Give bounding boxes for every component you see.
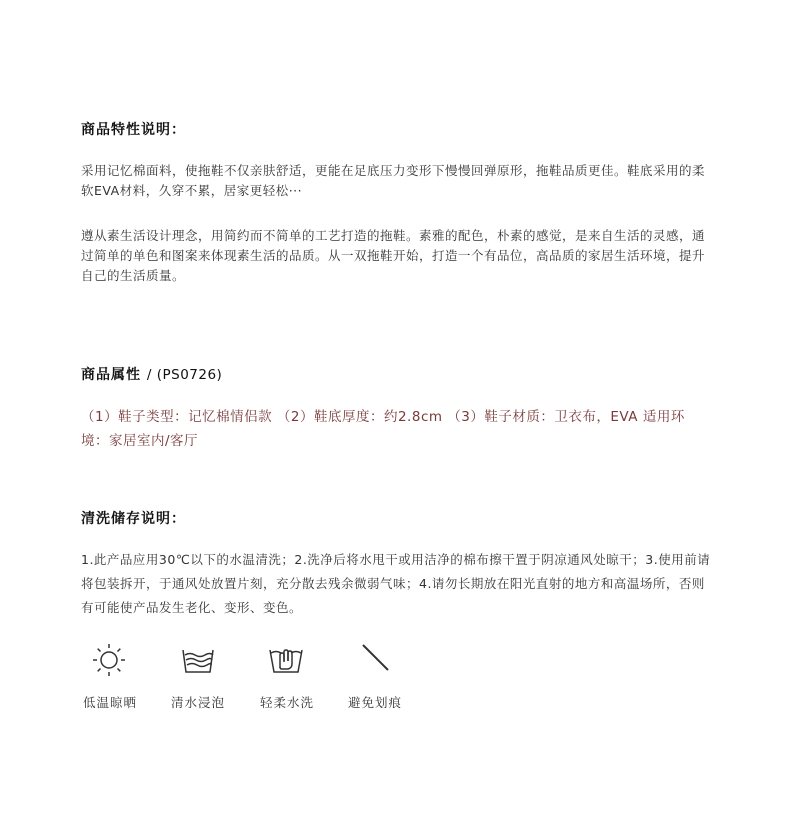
- slash-icon: [355, 640, 395, 680]
- features-paragraph-1: 采用记忆棉面料，使拖鞋不仅亲肤舒适，更能在足底压力变形下慢慢回弹原形，拖鞋品质更佳。鞋底采用的柔软EVA材料，久穿不累，居家更轻松···: [81, 163, 706, 198]
- care-label-scratch: 避免划痕: [348, 695, 403, 710]
- wash-text: 1.此产品应用30℃以下的水温清洗；2.洗净后将水甩干或用洁净的棉布擦干置于阴凉通风处晾干；3.使用前请将包装拆开，于通风处放置片刻，充分散去残余微弱气味；4.请勿长期放在阳光直射的地方和高温场所，否则有可能使产品发生老化、变形、变色。: [81, 552, 711, 615]
- wash-heading: 清洗储存说明：: [81, 511, 186, 527]
- water-basin-icon: [178, 640, 218, 680]
- features-paragraph-2: 遵从素生活设计理念，用简约而不简单的工艺打造的拖鞋。素雅的配色，朴素的感觉，是来自生活的灵感，通过简单的单色和图案来体现素生活的品质。从一双拖鞋开始，打造一个有品位，高品质的家居生活环境，提升自己的生活质量。: [81, 228, 706, 283]
- attributes-code: / (PS0726): [146, 367, 223, 383]
- care-label-handwash: 轻柔水洗: [260, 695, 315, 710]
- attributes-text: （1）鞋子类型：记忆棉情侣款 （2）鞋底厚度：约2.8cm （3）鞋子材质：卫衣布，EVA 适用环境：家居室内/客厅: [81, 409, 685, 449]
- attributes-title: 商品属性: [81, 367, 141, 383]
- attributes-heading: [81, 364, 222, 384]
- features-heading: 商品特性说明：: [81, 122, 186, 138]
- hand-wash-icon: [266, 640, 306, 680]
- sun-icon: [89, 640, 129, 680]
- care-label-sun: 低温晾晒: [83, 695, 138, 710]
- care-label-soak: 清水浸泡: [171, 695, 226, 710]
